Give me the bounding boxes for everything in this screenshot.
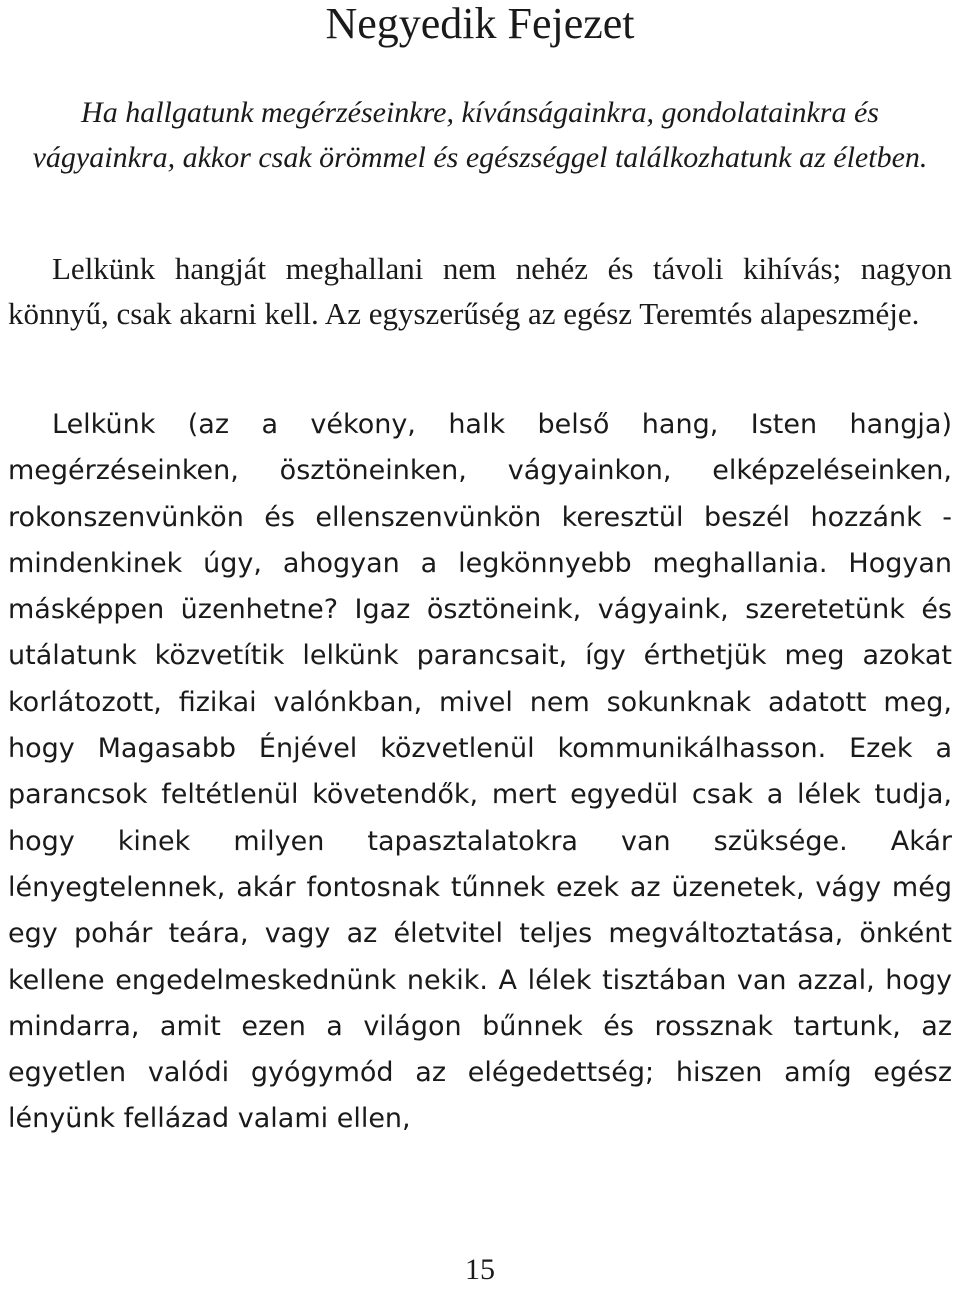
body-paragraph-2: Lelkünk (az a vékony, halk belső hang, Isten hangja) megérzéseinken, ösztöneinken, vágyainkon, elképzeléseinken, rokonszenvünkön és ellenszenvünkön keresztül beszél hozzánk - mindenkinek úgy, ahogyan a legkönnyebb meghallania. Hogyan másképpen üzenhetne? Igaz ösztöneink, vágyaink, szeretetünk és utálatunk közvetítik lelkünk parancsait, így érthetjük meg azokat korlátozott, fizikai valónkban, mivel nem sokunknak adatott meg, hogy Magasabb Énjével közvetlenül kommunikálhasson. Ezek a parancsok feltétlenül követendők, mert egyedül csak a lélek tudja, hogy kinek milyen tapasztalatokra van szüksége. Akár lényegtelennek, akár fontosnak tűnnek ezek az üzenetek, vágy még egy pohár teára, vagy az életvitel teljes megváltoztatása, önként kellene engedelmeskednünk nekik. A lélek tisztában van azzal, hogy mindarra, amit ezen a világon bűnnek és rossznak tartunk, az egyetlen valódi gyógymód az elégedettség; hiszen amíg egész lényünk fellázad valami ellen, [8,409,952,1135]
epigraph: Ha hallgatunk megérzéseinkre, kívánságainkra, gondolatainkra és vágyainkra, akkor csak örömmel és egészséggel találkozhatunk az életben. [32,96,928,174]
page-number: 15 [465,1253,495,1286]
body-paragraph-1: Lelkünk hangját meghallani nem nehéz és távoli kihívás; nagyon könnyű, csak akarni kell. Az egyszerűség az egész Teremtés alapeszméje. [8,251,952,331]
chapter-title: Negyedik Fejezet [325,0,635,48]
